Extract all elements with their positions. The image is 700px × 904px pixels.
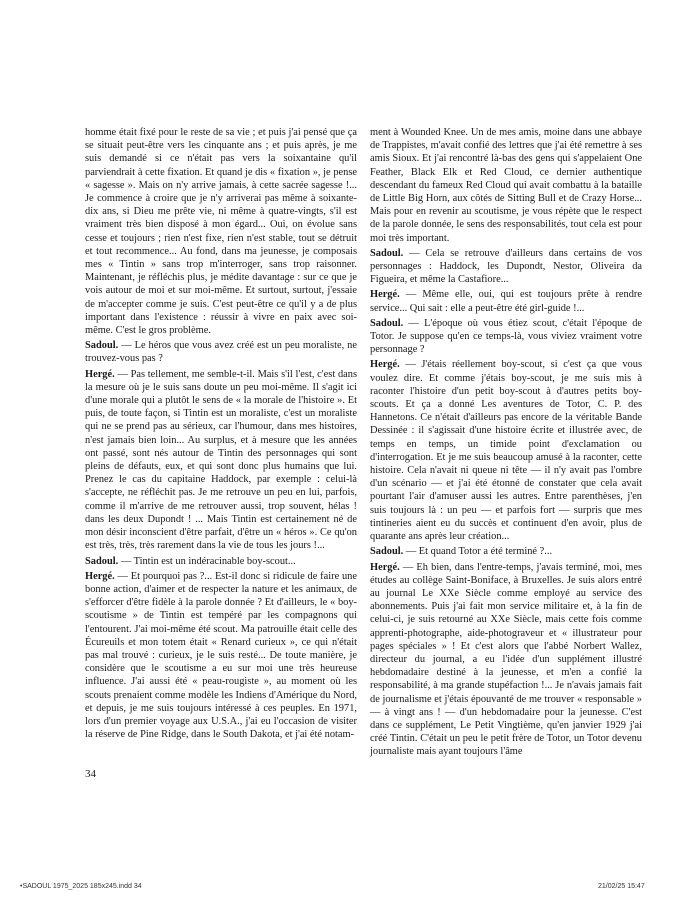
paragraph-text: — Pas tellement, me semble-t-il. Mais s'il l'est, c'est dans la mesure où je le suis sans doute un peu moi-même. Il s'agit ici d'une morale qui a plutôt le sens de « la morale de l'histoire ». Et puis, de toute façon, si Tintin est un moraliste, c'est un moraliste qui ne se prend pas au sérieux, car l'humour, dans mes histoires, n'est jamais bien loin... Au surplus, et à mesure que les années ont passé, sont nés autour de Tintin des personnages qui sont pleins de défauts, eux, et qui sont donc plus humains que lui. Prenez le cas du capitaine Haddock, par exemple : celui-là s'accepte, ne réfléchit pas. Je me retrouve un peu en lui, parfois, comme il m'arrive de me retrouver aussi, trop souvent, hélas ! dans les deux Dupondt ! ... Mais Tintin est certainement né de mon désir inconscient d'être parfait, d'être un « héros ». Ce qu'on est très, très, très rarement dans la vie de tous les jours !... xyxy=(85,368,357,552)
paragraph-text: — Tintin est un indéracinable boy-scout... xyxy=(118,555,296,567)
paragraph xyxy=(85,339,357,365)
paragraph xyxy=(370,126,642,245)
paragraph xyxy=(85,368,357,553)
paragraph-text: — Le héros que vous avez créé est un peu moraliste, ne trouvez-vous pas ? xyxy=(85,340,357,365)
speaker-name: Hergé. xyxy=(370,289,400,301)
paragraph xyxy=(370,545,642,558)
paragraph-text: ment à Wounded Knee. Un de mes amis, moine dans une abbaye de Trappistes, m'avait confié des lettres que j'ai été remettre à ses amis Sioux. Et j'ai rencontré là-bas des gens qui s'appelaient One Feather, Black Elk et Red Cloud, ce dernier authentique descendant du fameux Red Cloud qui avait combattu à la bataille de Little Big Horn, aux côtés de Sitting Bull et de Crazy Horse... Mais pour en revenir au scoutisme, je vous répète que le respect de la parole donnée, le sens des responsabilités, tout cela est pour moi très important. xyxy=(370,127,642,244)
speaker-name: Sadoul. xyxy=(370,317,404,329)
paragraph-text: — L'époque où vous étiez scout, c'était l'époque de Totor. Je suppose qu'en ce temps-là, vous viviez vraiment votre personnage ? xyxy=(370,317,642,356)
paragraph-text: — Et pourquoi pas ?... Est-il donc si ridicule de faire une bonne action, d'aimer et de respecter la nature et les animaux, de s'efforcer d'être fidèle à la parole donnée ? Et d'ailleurs, le « boy-scoutisme » de Tintin est tempéré par les compagnons qui l'entourent. J'ai moi-même été scout. Ma patrouille était celle des Écureuils et mon totem était « Renard curieux », ce qui n'était pas mal trouvé : curieux, je le suis resté... De toute manière, je considère que le scoutisme a eu sur moi une très heureuse influence. J'ai aussi été « peau-rougiste », au moment où les scouts prenaient comme modèle les Indiens d'Amérique du Nord, et depuis, je me suis toujours intéressé à ces peuples. En 1971, lors d'un premier voyage aux U.S.A., j'ai eu l'occasion de visiter la réserve de Pine Ridge, dans le South Dakota, et j'ai été notam- xyxy=(85,570,357,741)
paragraph-text: — Cela se retrouve d'ailleurs dans certains de vos personnages : Haddock, les Dupondt, Nestor, Oliveira da Figueira, et même la Castafiore... xyxy=(370,247,642,286)
paragraph-text: — Et quand Totor a été terminé ?... xyxy=(403,546,553,558)
speaker-name: Sadoul. xyxy=(85,555,119,567)
paragraph-text: — J'étais réellement boy-scout, si c'est ça que vous voulez dire. Et comme j'étais boy-scout, je me suis mis à raconter l'histoire d'un petit boy-scout à d'autres petits boy-scouts. Et ça a donné Les aventures de Totor, C. P. des Hannetons. Ce n'était d'ailleurs pas encore de la véritable Bande Dessinée : il s'agissait d'une histoire écrite et illustrée avec, de temps en temps, un timide point d'exclamation ou d'interrogation. Et je me suis beaucoup amusé à la raconter, cette histoire. Cela n'avait ni queue ni tête — il n'y avait pas l'ombre d'un scénario — et j'ai été étonné de constater que cela avait pourtant l'air d'amuser aussi les autres. Entre parenthèses, j'en suis toujours là : un peu — et parfois fort — surpris que mes tintineries aient eu du succès et continuent d'en avoir, plus de quarante ans après leur création... xyxy=(370,359,642,543)
footer-file-info: •SADOUL 1975_2025 185x245.indd 34 xyxy=(20,883,142,890)
paragraph-text: homme était fixé pour le reste de sa vie ; et puis j'ai pensé que ça se situait peut-être vers les cinquante ans ; et puis après, je me suis demandé si ce n'était pas vers la soixantaine qu'il parviendrait à cette fixation. Et quand je dis « fixation », je pense « sagesse ». Mais on n'y arrive jamais, à cette sacrée sagesse !... Je commence à croire que je n'y arriverai pas même à soixante-dix ans, si Dieu me prête vie, ni même à quatre-vingts, s'il est vraiment très bien disposé à mon égard... Oui, on évolue sans cesse et toujours ; rien n'est fixe, rien n'est stable, tout se détruit et tout recommence... Au fond, dans ma jeunesse, je composais mes « Tintin » sans trop m'interroger, sans trop raisonner. Maintenant, je réfléchis plus, je médite davantage : sur ce que je vois autour de moi et sur moi-même. Et surtout, surtout, j'essaie de m'accepter comme je suis. C'est peut-être ce qu'il y a de plus important dans l'existence : réussir à vivre en paix avec soi-même. C'est le gros problème. xyxy=(85,127,357,337)
speaker-name: Sadoul. xyxy=(370,546,404,558)
text-column-left xyxy=(85,126,357,743)
text-column-right xyxy=(370,126,642,761)
paragraph-text: — Eh bien, dans l'entre-temps, j'avais terminé, moi, mes études au collège Saint-Boniface, à Bruxelles. Je suis alors entré au journal Le XXe Siècle comme employé au service des abonnements. Puis j'ai fait mon service militaire et, à la fin de celui-ci, je suis retourné au XXe Siècle, mais cette fois comme apprenti-photographe, aide-photograveur et « illustrateur pour pages spéciales » ! Et c'est alors que l'abbé Norbert Wallez, directeur du journal, a eu l'idée d'un supplément illustré hebdomadaire destiné à la jeunesse, et m'en a confié la responsabilité, à ma grande stupéfaction !... Je n'avais jamais fait de journalisme et j'étais épouvanté de me trouver « responsable » — à vingt ans ! — d'un hebdomadaire pour la jeunesse. C'est dans ce supplément, Le Petit Vingtième, qu'en janvier 1929 j'ai créé Tintin. C'était un peu le petit frère de Totor, un Totor devenu journaliste mais ayant toujours l'âme xyxy=(370,561,642,758)
footer-timestamp: 21/02/25 15:47 xyxy=(598,883,645,890)
speaker-name: Hergé. xyxy=(370,359,400,371)
speaker-name: Hergé. xyxy=(85,368,115,380)
paragraph xyxy=(370,317,642,357)
paragraph xyxy=(370,288,642,314)
paragraph xyxy=(370,247,642,287)
paragraph xyxy=(370,561,642,759)
paragraph xyxy=(85,570,357,742)
speaker-name: Hergé. xyxy=(85,570,115,582)
speaker-name: Sadoul. xyxy=(370,247,404,259)
paragraph xyxy=(85,555,357,568)
page-number: 34 xyxy=(85,768,96,780)
paragraph xyxy=(85,126,357,337)
paragraph-text: — Même elle, oui, qui est toujours prête à rendre service... Qui sait : elle a peut-être été girl-guide !... xyxy=(370,289,642,314)
speaker-name: Hergé. xyxy=(370,561,400,573)
paragraph xyxy=(370,358,642,543)
speaker-name: Sadoul. xyxy=(85,340,119,352)
